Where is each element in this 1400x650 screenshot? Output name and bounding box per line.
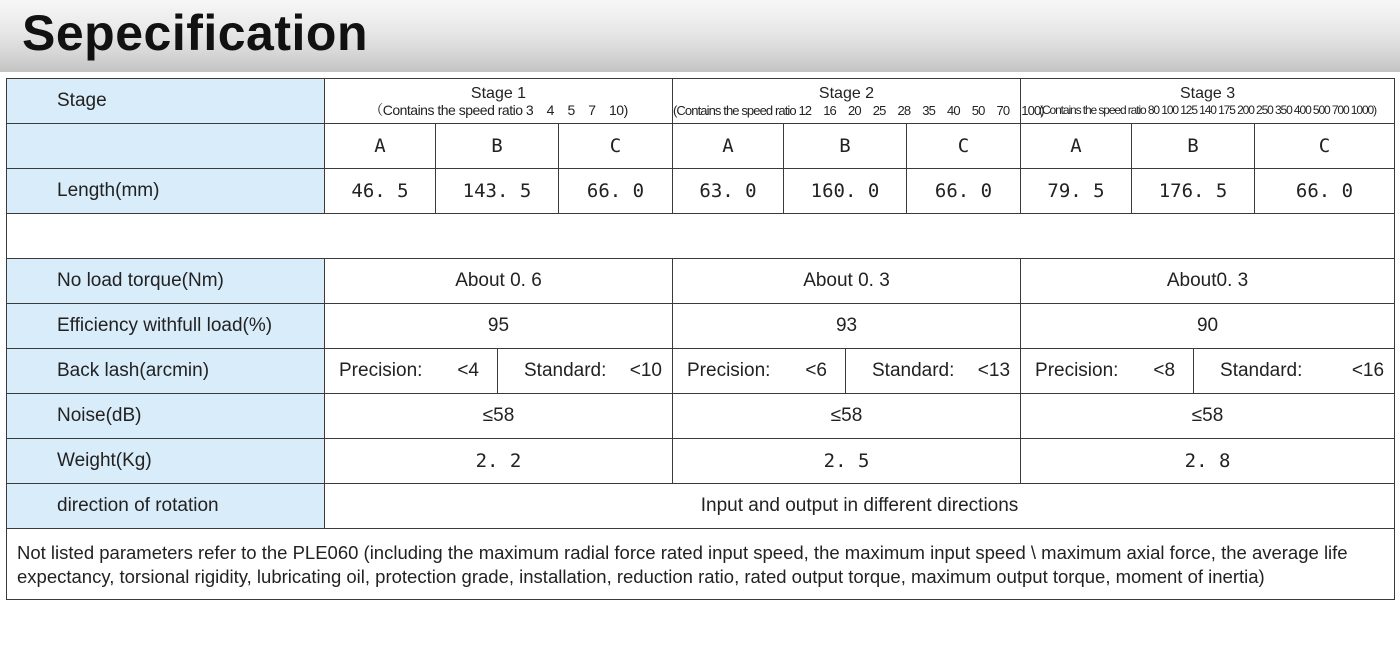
dim-letter: A <box>325 124 436 169</box>
length-value: 79. 5 <box>1021 169 1132 214</box>
dim-letter: C <box>559 124 673 169</box>
stage-3-header <box>1021 79 1395 124</box>
stage-2-ratio: (Contains the speed ratio 12 16 20 25 28 35 40 50 70 100) <box>673 103 1044 118</box>
length-value: 46. 5 <box>325 169 436 214</box>
no-load-torque-value: About 0. 3 <box>673 259 1021 304</box>
length-value: 63. 0 <box>673 169 784 214</box>
specification-table <box>6 78 1395 600</box>
length-value: 143. 5 <box>436 169 559 214</box>
rotation-value: Input and output in different directions <box>325 484 1395 529</box>
dim-letter: B <box>436 124 559 169</box>
no-load-torque-label: No load torque(Nm) <box>7 259 325 304</box>
dim-letter: B <box>1132 124 1255 169</box>
backlash-standard <box>1194 349 1394 393</box>
efficiency-value: 93 <box>673 304 1021 349</box>
standard-label: Standard: <box>1220 360 1303 381</box>
length-value: 160. 0 <box>784 169 907 214</box>
dim-letter: C <box>1255 124 1395 169</box>
standard-value: <10 <box>629 360 662 381</box>
backlash-stage-3 <box>1021 349 1395 394</box>
weight-value: 2. 5 <box>673 439 1021 484</box>
backlash-standard <box>846 349 1020 393</box>
backlash-precision <box>325 349 498 393</box>
precision-value: <8 <box>1153 360 1176 381</box>
spacer-cell <box>7 214 1395 259</box>
precision-label: Precision: <box>1035 360 1119 381</box>
page-title: Sepecification <box>22 5 368 61</box>
length-value: 176. 5 <box>1132 169 1255 214</box>
dimension-letter-row <box>7 124 1395 169</box>
length-row <box>7 169 1395 214</box>
stage-3-ratio: (Contains the speed ratio 80 100 125 140 175 200 250 350 400 500 700 1000) <box>1039 103 1376 117</box>
note-row <box>7 529 1395 600</box>
stage-header-row <box>7 79 1395 124</box>
efficiency-value: 95 <box>325 304 673 349</box>
precision-label: Precision: <box>687 360 771 381</box>
weight-value: 2. 8 <box>1021 439 1395 484</box>
dim-letter: A <box>1021 124 1132 169</box>
length-value: 66. 0 <box>559 169 673 214</box>
backlash-row <box>7 349 1395 394</box>
precision-value: <4 <box>457 360 479 381</box>
dim-letter: B <box>784 124 907 169</box>
standard-value: <13 <box>977 360 1011 381</box>
precision-label: Precision: <box>339 360 423 381</box>
backlash-standard <box>498 349 672 393</box>
weight-row <box>7 439 1395 484</box>
dimension-letter-label <box>7 124 325 169</box>
rotation-label: direction of rotation <box>7 484 325 529</box>
noise-row <box>7 394 1395 439</box>
no-load-torque-value: About 0. 6 <box>325 259 673 304</box>
backlash-stage-1 <box>325 349 673 394</box>
title-bar <box>0 0 1400 72</box>
weight-label: Weight(Kg) <box>7 439 325 484</box>
backlash-label: Back lash(arcmin) <box>7 349 325 394</box>
dim-letter: A <box>673 124 784 169</box>
no-load-torque-value: About0. 3 <box>1021 259 1395 304</box>
stage-1-header <box>325 79 673 124</box>
no-load-torque-row <box>7 259 1395 304</box>
noise-value: ≤58 <box>1021 394 1395 439</box>
stage-2-header <box>673 79 1044 124</box>
length-value: 66. 0 <box>1255 169 1395 214</box>
stage-1-ratio: （Contains the speed ratio 3 4 5 7 10) <box>369 102 628 118</box>
length-value: 66. 0 <box>907 169 1021 214</box>
backlash-precision <box>1021 349 1194 393</box>
standard-value: <16 <box>1351 360 1385 381</box>
standard-label: Standard: <box>524 360 607 381</box>
stage-2-name: Stage 2 <box>818 85 875 102</box>
stage-label: Stage <box>7 79 325 124</box>
length-label: Length(mm) <box>7 169 325 214</box>
noise-label: Noise(dB) <box>7 394 325 439</box>
standard-label: Standard: <box>872 360 955 381</box>
noise-value: ≤58 <box>673 394 1021 439</box>
stage-1-name: Stage 1 <box>470 85 527 102</box>
backlash-stage-2 <box>673 349 1021 394</box>
weight-value: 2. 2 <box>325 439 673 484</box>
noise-value: ≤58 <box>325 394 673 439</box>
footnote: Not listed parameters refer to the PLE060 (including the maximum radial force rated input speed, the maximum input speed \ maximum axial force, the average life expectancy, torsional rigidity, lubricating oil, protection grade, installation, reduction ratio, rated output torque, maximum output torque, moment of inertia) <box>7 529 1395 600</box>
precision-value: <6 <box>805 360 827 381</box>
backlash-precision <box>673 349 846 393</box>
efficiency-label: Efficiency withfull load(%) <box>7 304 325 349</box>
dim-letter: C <box>907 124 1021 169</box>
efficiency-value: 90 <box>1021 304 1395 349</box>
spacer-row <box>7 214 1395 259</box>
efficiency-row <box>7 304 1395 349</box>
stage-3-name: Stage 3 <box>1179 85 1236 102</box>
rotation-row <box>7 484 1395 529</box>
